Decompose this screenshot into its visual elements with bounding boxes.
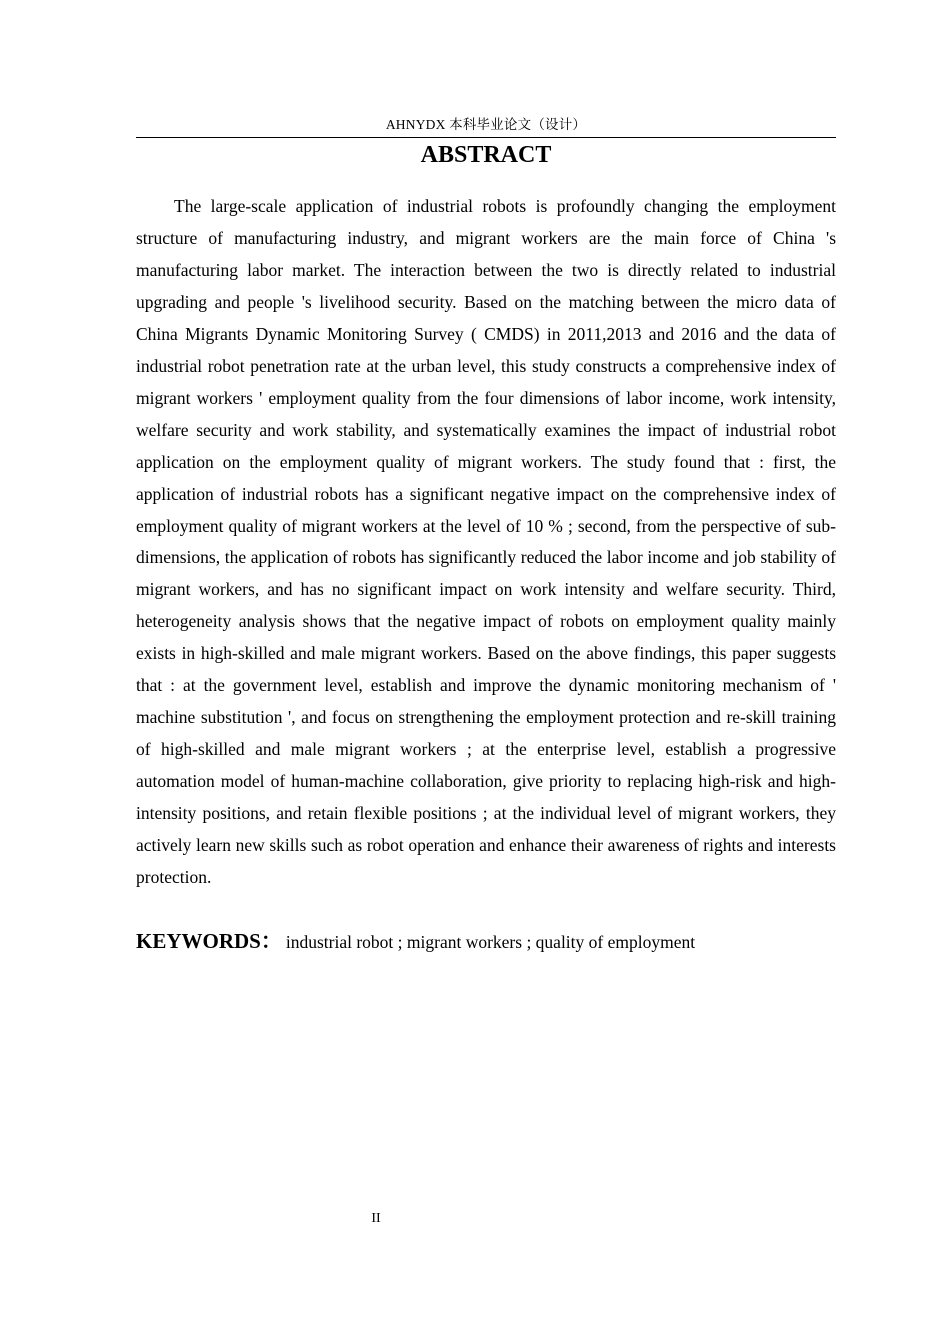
header-rule [136, 137, 836, 138]
running-header: AHNYDX 本科毕业论文（设计） [385, 117, 587, 132]
abstract-body: The large-scale application of industrial robots is profoundly changing the employment structure of manufacturing industry, and migrant workers are the main force of China 's manufacturing labor market. The interaction between the two is directly related to industrial upgrading and people 's livelihood security. Based on the matching between the micro data of China Migrants Dynamic Monitoring Survey ( CMDS) in 2011,2013 and 2016 and the data of industrial robot penetration rate at the urban level, this study constructs a comprehensive index of migrant workers ' employment quality from the four dimensions of labor income, work intensity, welfare security and work stability, and systematically examines the impact of industrial robot application on the employment quality of migrant workers. The study found that : first, the application of industrial robots has a significant negative impact on the comprehensive index of employment quality of migrant workers at the level of 10 % ; second, from the perspective of sub-dimensions, the application of robots has significantly reduced the labor income and job stability of migrant workers, and has no significant impact on work intensity and welfare security. Third, heterogeneity analysis shows that the negative impact of robots on employment quality mainly exists in high-skilled and male migrant workers. Based on the above findings, this paper suggests that : at the government level, establish and improve the dynamic monitoring mechanism of ' machine substitution ', and focus on strengthening the employment protection and re-skill training of high-skilled and male migrant workers ; at the enterprise level, establish a progressive automation model of human-machine collaboration, give priority to replacing high-risk and high-intensity positions, and retain flexible positions ; at the individual level of migrant workers, they actively learn new skills such as robot operation and enhance their awareness of rights and interests protection. [136, 196, 836, 888]
page-number: II [371, 1211, 381, 1226]
abstract-title: ABSTRACT [420, 142, 552, 168]
keywords-label: KEYWORDS： [136, 929, 282, 953]
keywords-text: industrial robot ; migrant workers ; quality of employment [285, 932, 696, 952]
keywords-line [136, 925, 836, 958]
